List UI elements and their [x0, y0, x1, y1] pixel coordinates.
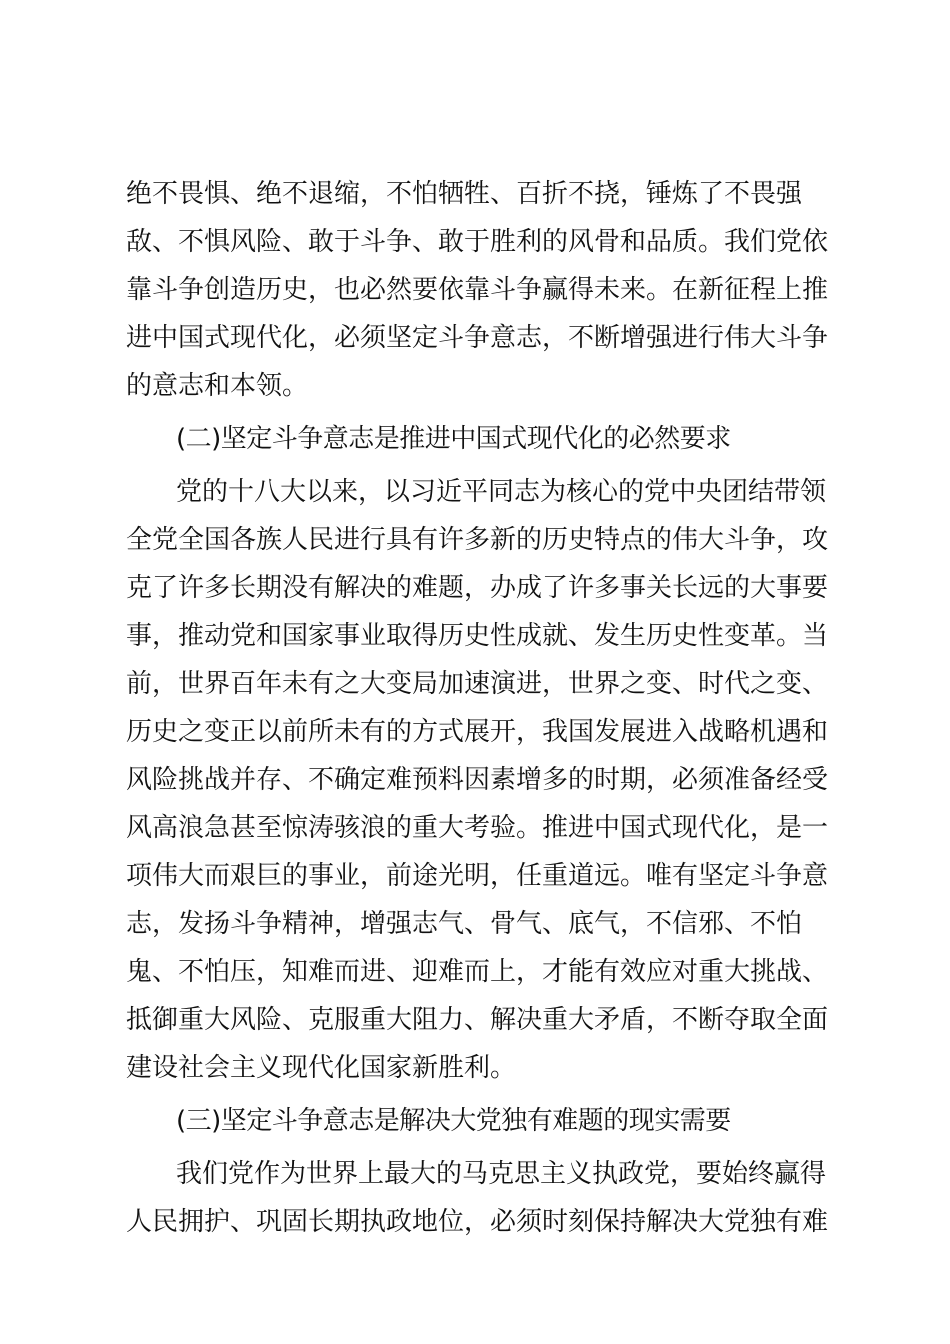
paragraph-line: 鬼、不怕压，知难而进、迎难而上，才能有效应对重大挑战、: [126, 957, 829, 987]
paragraph-line: 事，推动党和国家事业取得历史性成就、发生历史性变革。当: [126, 621, 829, 651]
section-heading-2: (二)坚定斗争意志是推进中国式现代化的必然要求: [176, 424, 731, 454]
section-heading-3: (三)坚定斗争意志是解决大党独有难题的现实需要: [176, 1106, 731, 1136]
paragraph-line: 风险挑战并存、不确定难预料因素增多的时期，必须准备经受: [126, 765, 829, 795]
paragraph-line: 党的十八大以来，以习近平同志为核心的党中央团结带领: [176, 477, 827, 507]
paragraph-line: 敌、不惧风险、敢于斗争、敢于胜利的风骨和品质。我们党依: [126, 227, 829, 257]
paragraph-line: 志，发扬斗争精神，增强志气、骨气、底气，不信邪、不怕: [126, 909, 803, 939]
paragraph-line: 靠斗争创造历史，也必然要依靠斗争赢得未来。在新征程上推: [126, 275, 829, 305]
paragraph-line: 人民拥护、巩固长期执政地位，必须时刻保持解决大党独有难: [126, 1207, 829, 1237]
paragraph-line: 进中国式现代化，必须坚定斗争意志，不断增强进行伟大斗争: [126, 323, 829, 353]
paragraph-line: 全党全国各族人民进行具有许多新的历史特点的伟大斗争，攻: [126, 525, 829, 555]
paragraph-section-2: [126, 468, 829, 1092]
paragraph-section-3: [126, 1150, 829, 1246]
paragraph-line: 风高浪急甚至惊涛骇浪的重大考验。推进中国式现代化，是一: [126, 813, 829, 843]
document-body: [126, 170, 829, 1246]
paragraph-line: 建设社会主义现代化国家新胜利。: [126, 1053, 517, 1083]
paragraph-line: 的意志和本领。: [126, 371, 309, 401]
paragraph-line: 我们党作为世界上最大的马克思主义执政党，要始终赢得: [176, 1159, 827, 1189]
paragraph-line: 项伟大而艰巨的事业，前途光明，任重道远。唯有坚定斗争意: [126, 861, 829, 891]
paragraph-line: 历史之变正以前所未有的方式展开，我国发展进入战略机遇和: [126, 717, 829, 747]
paragraph-line: 克了许多长期没有解决的难题，办成了许多事关长远的大事要: [126, 573, 829, 603]
paragraph-line: 绝不畏惧、绝不退缩，不怕牺牲、百折不挠，锤炼了不畏强: [126, 179, 803, 209]
paragraph-line: 前，世界百年未有之大变局加速演进，世界之变、时代之变、: [126, 669, 829, 699]
paragraph-continued: [126, 170, 829, 410]
paragraph-line: 抵御重大风险、克服重大阻力、解决重大矛盾，不断夺取全面: [126, 1005, 829, 1035]
